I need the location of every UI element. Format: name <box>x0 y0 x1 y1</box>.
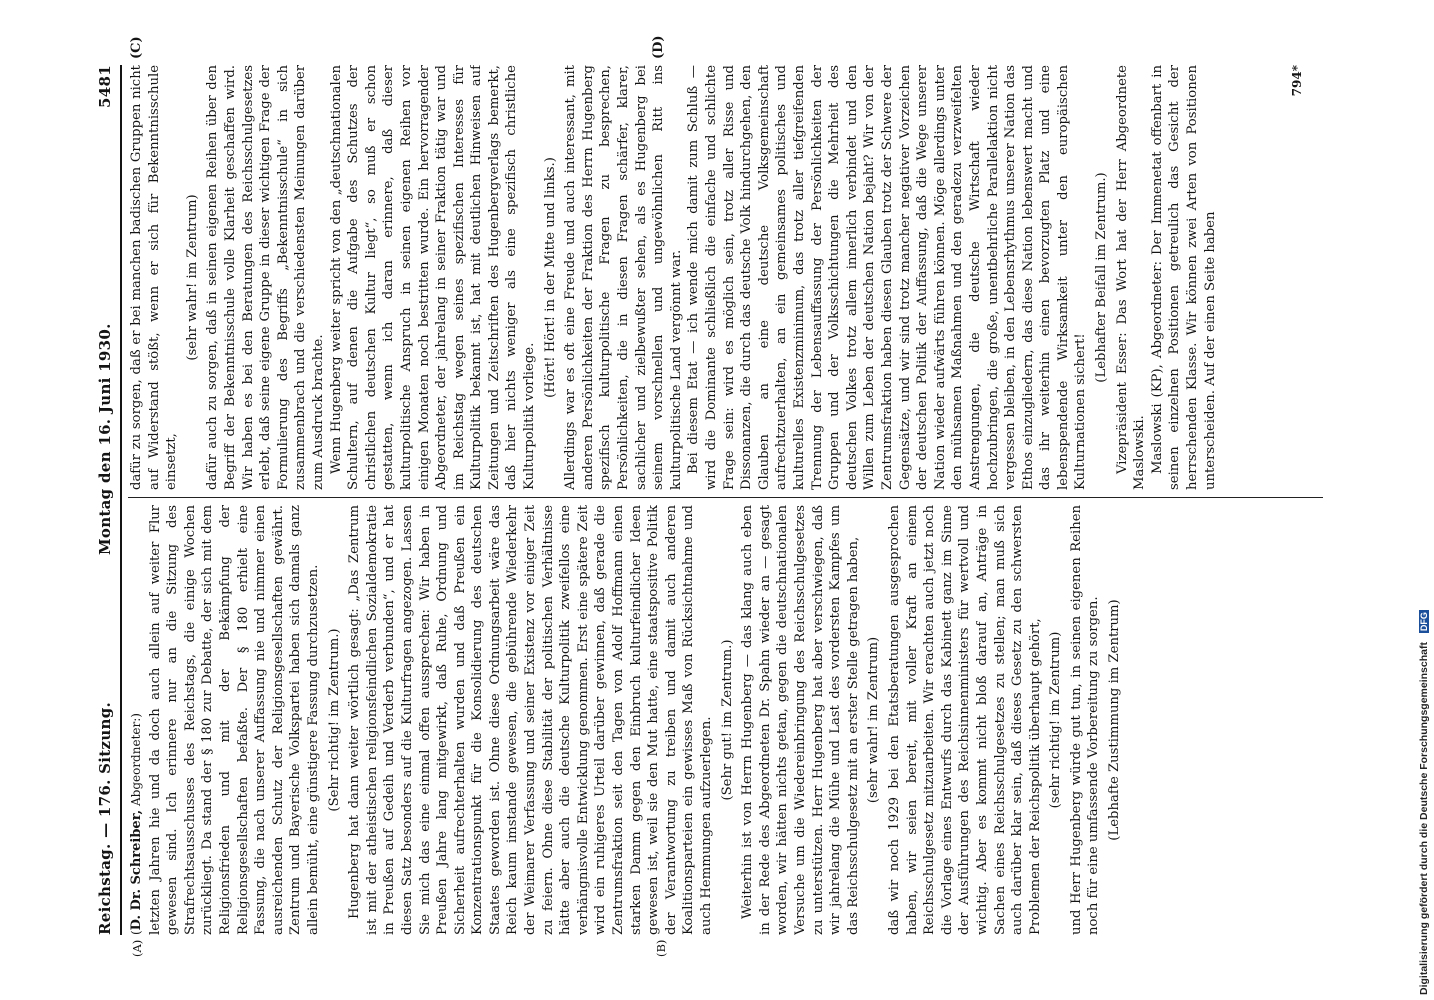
interjection: (Sehr richtig! im Zentrum.) <box>326 628 342 812</box>
rotated-page-content <box>94 35 1329 957</box>
header-session: Reichstag. — 176. Sitzung. <box>96 701 114 935</box>
paragraph: letzten Jahren hie und da doch auch allein auf weiter Flur gewesen sind. Ich erinnere nur an die Sitzung des Strafrechtsausschusses des Reichstags, die einige Wochen zurückliegt. Da stand der § 180 zur Debatte, der sich mit dem Religionsfrieden und mit der Bekämpfung der Religionsgesellschaften befaßte. Der § 180 erhielt eine Fassung, die nach unserer Auffassung nie und nimmer einen ausreichenden Schutz der Religionsgesellschaften gewährt. Zentrum und Bayerische Volkspartei haben sich damals ganz allein bemüht, eine günstigere Fassung durchzusetzen. <box>147 505 321 935</box>
paragraph: Allerdings war es oft eine Freude und auch interessant, mit anderen Persönlichkeiten der Fraktion des Herrn Hugenberg spezifisch kulturpolitische Fragen zu besprechen, Persönlichkeiten, die in diesen Fragen schärfer, klarer, sachlicher und zielbewußter sehen, als es Hugenberg bei seinem vorschnellen und ungewöhnlichen Ritt ins kulturpolitische Land vergönnt war. <box>563 65 684 490</box>
paragraph: Wenn Hugenberg weiter spricht von den „deutschnationalen Schultern, auf denen die Aufgabe des Schutzes der christlichen deutschen Kultur liegt“, so muß er schon gestatten, wenn ich daran erinnere, daß dieser kulturpolitische Anspruch in seinen eigenen Reihen vor einigen Monaten noch bestritten wurde. Ein hervorragender Abgeordneter, der jahrelang in seiner Fraktion tätig war und im Reichstag wegen seines spezifischen Interesses für Kulturpolitik bekannt ist, hat mit deutlichen Hinweisen auf Zeitungen und Zeitschriften des Hugenbergverlags bemerkt, daß hier nichts weniger als eine spezifisch christliche Kulturpolitik vorliege. <box>328 65 538 490</box>
margin-mark-c: (C) <box>129 36 144 59</box>
interjection: (Sehr gut! im Zentrum.) <box>719 639 735 801</box>
margin-mark-a: (A) <box>130 939 144 957</box>
paragraph: und Herr Hugenberg würde gut tun, in seinen eigenen Reihen noch für eine umfassende Vorbereitung zu sorgen. <box>1068 505 1102 935</box>
speaker-line: (D. Dr. Schreiber, Abgeordneter:) <box>129 713 144 935</box>
paragraph: dafür zu sorgen, daß er bei manchen badischen Gruppen nicht auf Widerstand stößt, wenn er sich für Bekenntnisschule einsetzt, <box>129 65 180 490</box>
left-column <box>128 505 1323 935</box>
paragraph: Weiterhin ist von Herrn Hugenberg — das klang auch eben in der Rede des Abgeordneten Dr. Spahn wieder an — gesagt worden, wir hätten nichts getan, gegen die deutschnationalen Versuche um die Wiedereinbringung des Reichsschulgesetzes zu unterstützen. Herr Hugenberg hat aber verschwiegen, daß wir jahrelang die Mühe und Last des vordersten Kampfes um das Reichsschulgesetz mit an erster Stelle getragen haben, <box>740 505 861 935</box>
paragraph: daß wir noch 1929 bei den Etatsberatungen ausgesprochen haben, wir seien bereit, mit voller Kraft an einem Reichsschulgesetz mitzuarbeiten. Wir erachten auch jetzt noch die Vorlage eines Entwurfs durch das Kabinett ganz im Sinne der Ausführungen des Reichsinnenministers für wertvoll und wichtig. Aber es kommt nicht bloß darauf an, Anträge in Sachen eines Reichsschulgesetzes zu stellen; man muß sich auch darüber klar sein, daß dieses Gesetz zu den schwersten Problemen der Reichspolitik überhaupt gehört, <box>886 505 1043 935</box>
margin-mark-b: (B) <box>654 939 668 957</box>
interjection: (sehr richtig! im Zentrum) <box>1048 631 1064 809</box>
paragraph: Hugenberg hat dann weiter wörtlich gesagt: „Das Zentrum ist mit der atheistischen religionsfeindlichen Sozialdemokratie in Preußen auf Gedeih und Verderb verbunden“, und er hat diesen Satz besonders auf die Kulturfragen angezogen. Lassen Sie mich das eine einmal offen aussprechen: Wir haben in Preußen Jahre lang mitgewirkt, daß Ruhe, Ordnung und Sicherheit aufrechterhalten wurden und daß Preußen ein Konzentrationspunkt für die Konsolidierung des deutschen Staates geworden ist. Ohne diese Ordnungsarbeit wäre das Reich kaum imstande gewesen, die gebührende Wiederkehr der Weimarer Verfassung und seiner Existenz vor einiger Zeit zu feiern. Ohne diese Stabilität der politischen Verhältnisse hätte aber auch die deutsche Kulturpolitik zweifellos eine verhängnisvolle Entwicklung genommen. Erst eine spätere Zeit wird ein ruhigeres Urteil darüber gewinnen, daß gerade die Zentrumsfraktion seit den Tagen von Adolf Hoffmann einen starken Damm gegen den Einbruch kulturfeindlicher Ideen gewesen ist, weil sie den Mut hatte, eine staatspositive Politik der Verantwortung zu treiben und damit auch anderen Koalitionsparteien ein gewisses Maß von Rücksichtnahme und auch Hemmungen aufzuerlegen. <box>347 505 714 935</box>
interjection: (sehr wahr! im Zentrum) <box>184 194 200 361</box>
paragraph: Bei diesem Etat — ich wende mich damit zum Schluß — wird die Dominante schließlich die einfache und schlichte Frage sein: wird es möglich sein, trotz aller Risse und Dissonanzen, die durch das deutsche Volk hindurchgehen, den Glauben an eine deutsche Volksgemeinschaft aufrechtzuerhalten, an ein gemeinsames politisches und kulturelles Existenzminimum, das trotz aller tiefgreifenden Trennung der Lebensauffassung der Persönlichkeiten der Gruppen und der Volksschichtungen die Mehrheit des deutschen Volkes trotz allem innerlich verbindet und den Willen zum Leben der deutschen Nation bejaht? Wir von der Zentrumsfraktion haben diesen Glauben trotz der Schwere der Gegensätze, und wir sind trotz mancher negativer Vorzeichen der deutschen Politik der Auffassung, daß die Wege unserer Nation wieder aufwärts führen können. Möge allerdings unter den mühsamen Maßnahmen und den geradezu verzweifelten Anstrengungen, die deutsche Wirtschaft wieder hochzubringen, die große, unentbehrliche Parallelaktion nicht vergessen bleiben, in den Lebensrhythmus unserer Nation das Ethos einzugliedern, das diese Nation lebenswert macht und das ihr weiterhin einen bevorzugten Platz und eine lebenspendende Wirksamkeit unter den europäischen Kulturnationen sichert! <box>686 65 1089 490</box>
right-column <box>128 65 1323 490</box>
credit-text: Digitalisierung gefördert durch die Deutsche Forschungsgemeinschaft <box>1418 642 1430 995</box>
header-rule <box>120 65 122 935</box>
header-date: Montag den 16. Juni 1930. <box>96 323 114 555</box>
speaker-role: Abgeordneter: <box>129 717 143 807</box>
interjection: (Hört! Hört! in der Mitte und links.) <box>542 157 558 398</box>
margin-mark-d: (D) <box>651 35 666 59</box>
column-divider <box>128 497 1323 498</box>
digitization-credit <box>1418 0 1432 995</box>
paragraph: Maslowski (KP), Abgeordneter: Der Immenetat offenbart in seinen einzelnen Positionen getreulich das Gesicht der herrschenden Klasse. Wir können zwei Arten von Positionen unterscheiden. Auf der einen Seite haben <box>1149 65 1218 490</box>
interjection: (sehr wahr! im Zentrum) <box>866 636 882 804</box>
paragraph: dafür auch zu sorgen, daß in seinen eigenen Reihen über den Begriff der Bekenntnisschule volle Klarheit geschaffen wird. Wir haben es bei den Beratungen des Reichsschulgesetzes erlebt, daß seine eigene Gruppe in dieser wichtigen Frage der Formulierung des Begriffs „Bekenntnisschule“ in sich zusammenbrach und die verschiedensten Meinungen darüber zum Ausdruck brachte. <box>205 65 326 490</box>
interjection: (Lebhafte Zustimmung im Zentrum) <box>1107 599 1123 841</box>
paragraph: Vizepräsident Esser: Das Wort hat der Herr Abgeordnete Maslowski. <box>1114 65 1148 490</box>
sheet-signature: 794* <box>1290 65 1304 97</box>
speaker-name: D. Dr. Schreiber, <box>129 809 144 931</box>
page-number: 5481 <box>96 65 114 108</box>
dfg-logo: DFG <box>1419 612 1429 632</box>
interjection: (Lebhafter Beifall im Zentrum.) <box>1094 172 1110 383</box>
